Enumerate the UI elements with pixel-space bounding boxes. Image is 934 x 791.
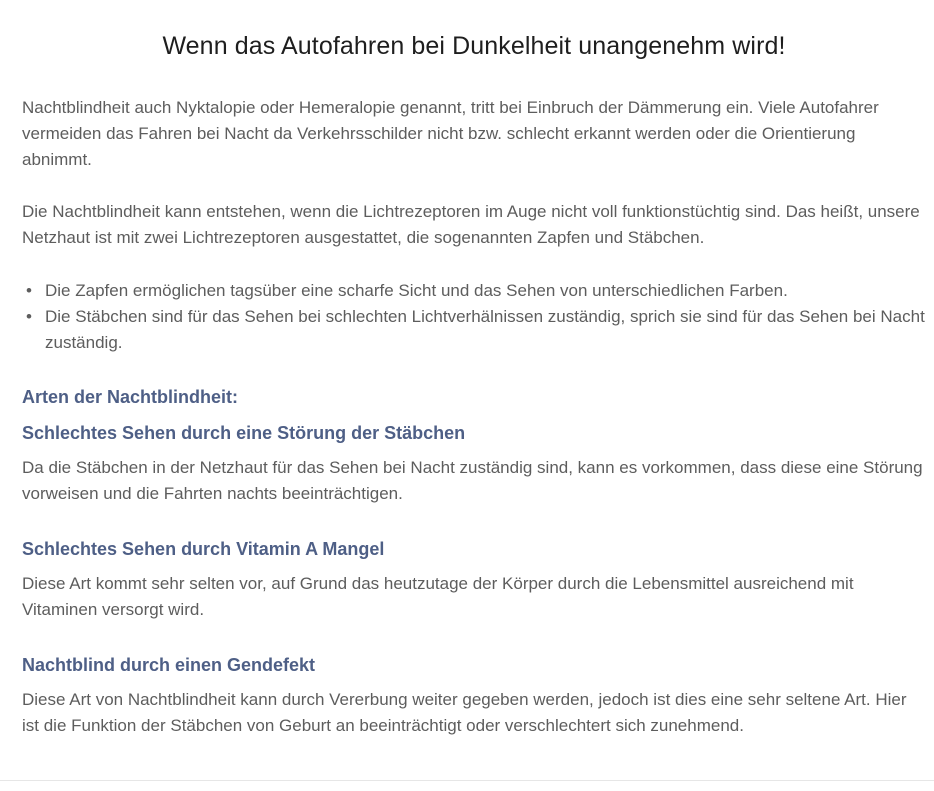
list-item — [22, 278, 926, 304]
section-heading-gene-defect: Nachtblind durch einen Gendefekt — [22, 655, 316, 675]
bullet-icon: • — [26, 281, 32, 300]
intro-paragraph: Nachtblindheit auch Nyktalopie oder Hemeralopie genannt, tritt bei Einbruch der Dämmerung ein. Viele Autofahrer vermeiden das Fahren bei Nacht da Verkehrsschilder nicht bzw. schlecht erkannt werden oder die Orientierung abnimmt. — [22, 98, 879, 169]
article — [22, 0, 926, 739]
photoreceptor-list — [22, 278, 926, 356]
section-text-vitamin-a: Diese Art kommt sehr selten vor, auf Grund das heutzutage der Körper durch die Lebensmittel ausreichend mit Vitaminen versorgt wird. — [22, 574, 854, 619]
list-item — [22, 304, 926, 356]
section-text-gene-defect: Diese Art von Nachtblindheit kann durch Vererbung weiter gegeben werden, jedoch ist dies eine sehr seltene Art. Hier ist die Funktion der Stäbchen von Geburt an beeinträchtigt oder verschlechtert sich zunehmend. — [22, 690, 907, 735]
list-item-text: Die Zapfen ermöglichen tagsüber eine scharfe Sicht und das Sehen von unterschiedlichen Farben. — [45, 281, 788, 300]
divider — [0, 780, 934, 781]
section-heading-vitamin-a: Schlechtes Sehen durch Vitamin A Mangel — [22, 539, 385, 559]
section-text-rods: Da die Stäbchen in der Netzhaut für das Sehen bei Nacht zuständig sind, kann es vorkommen, dass diese eine Störung vorweisen und die Fahrten nachts beeinträchtigen. — [22, 458, 923, 503]
bullet-icon: • — [26, 307, 32, 326]
page-title: Wenn das Autofahren bei Dunkelheit unangenehm wird! — [162, 32, 786, 60]
explanation-paragraph: Die Nachtblindheit kann entstehen, wenn die Lichtrezeptoren im Auge nicht voll funktionstüchtig sind. Das heißt, unsere Netzhaut ist mit zwei Lichtrezeptoren ausgestattet, die sogenannten Zapfen und Stäbchen. — [22, 202, 920, 247]
section-heading-rods: Schlechtes Sehen durch eine Störung der Stäbchen — [22, 423, 466, 443]
list-item-text: Die Stäbchen sind für das Sehen bei schlechten Lichtverhälnissen zuständig, sprich sie sind für das Sehen bei Nacht zuständig. — [45, 307, 925, 352]
types-heading: Arten der Nachtblindheit: — [22, 387, 239, 407]
